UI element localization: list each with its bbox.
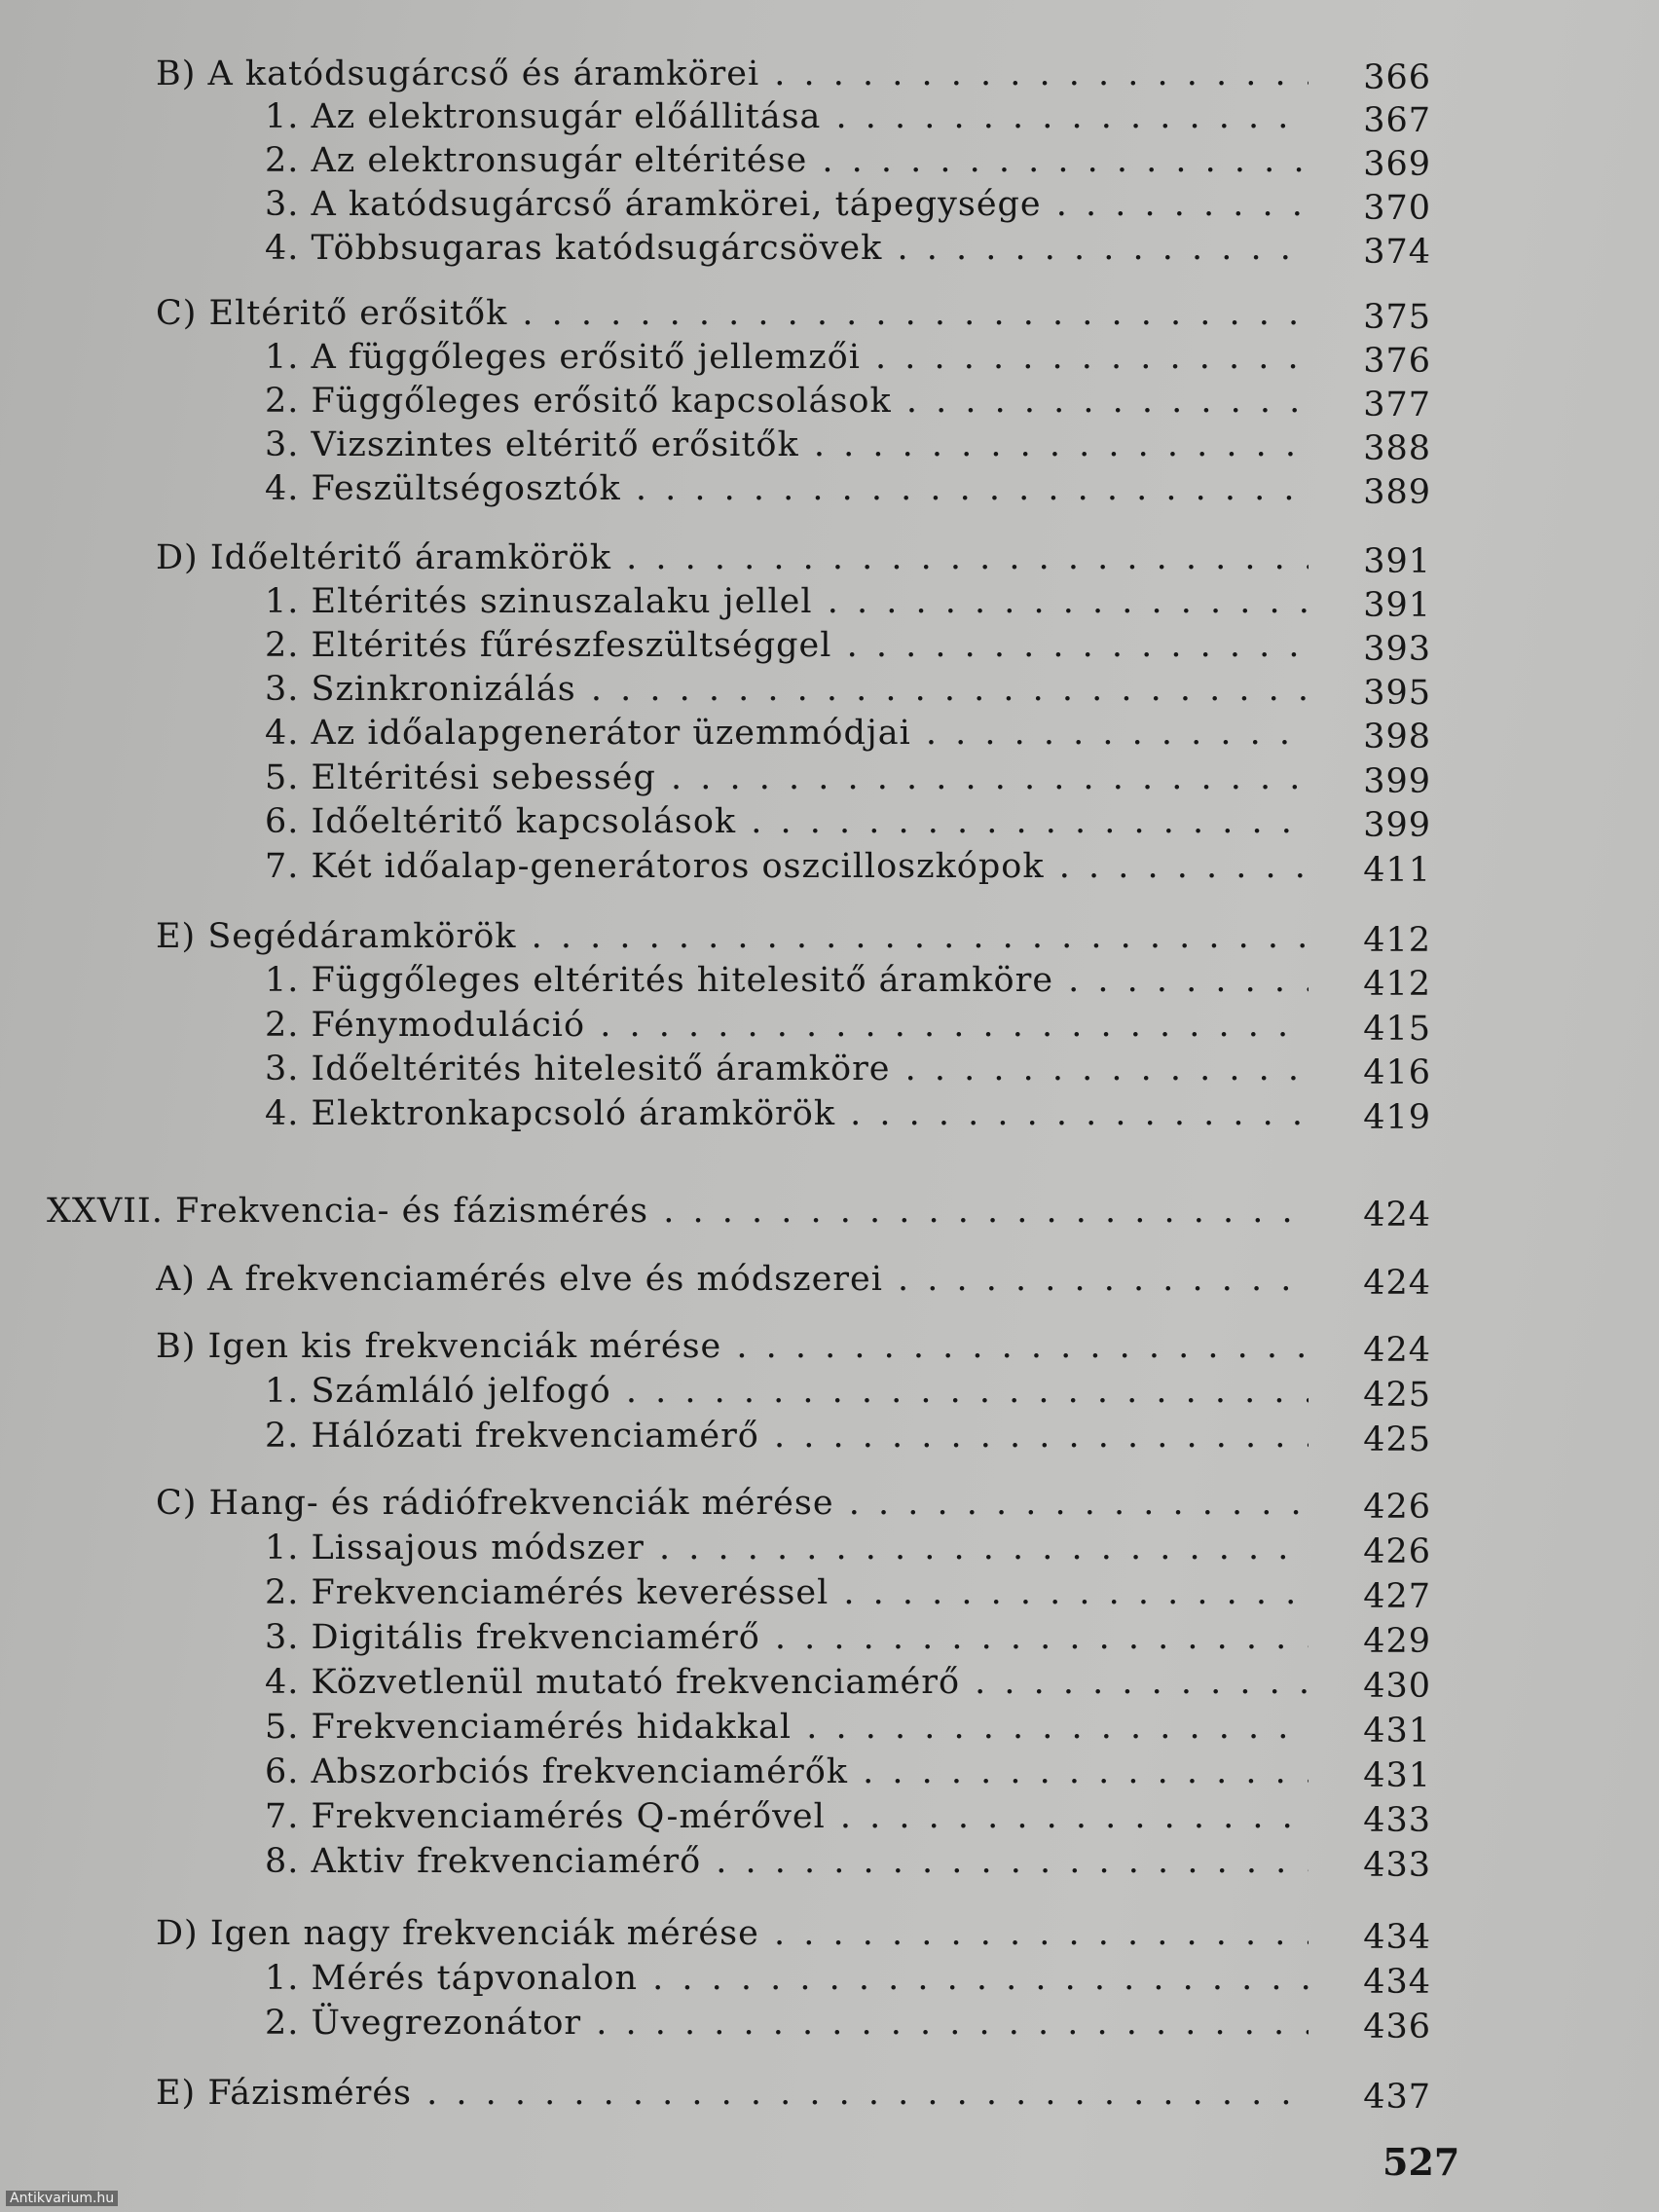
toc-entry-page: 429 — [1363, 1622, 1431, 1661]
toc-entry-page: 431 — [1363, 1756, 1431, 1795]
toc-entry-page: 437 — [1363, 2078, 1431, 2117]
toc-entry-title: D) Időeltéritő áramkörök . . . — [156, 536, 1309, 579]
toc-chapter-xxvii — [0, 1190, 1659, 1233]
toc-entry-page: 412 — [1363, 965, 1431, 1004]
toc-item — [0, 580, 1659, 623]
toc-entry-title: 2. Hálózati frekvenciamérő . . . — [265, 1415, 1309, 1457]
toc-entry-title: 2. Frekvenciamérés keveréssel . . . — [265, 1571, 1309, 1614]
toc-entry-page: 434 — [1363, 1918, 1431, 1957]
toc-entry-page: 416 — [1363, 1053, 1431, 1092]
toc-item — [0, 712, 1659, 755]
toc-section-e-fazismeres — [0, 2072, 1659, 2115]
toc-entry-page: 398 — [1363, 718, 1431, 756]
toc-item — [0, 424, 1659, 466]
toc-entry-title: 2. Az elektronsugár eltéritése . . . — [265, 139, 1309, 182]
toc-entry-title: 2. Eltérités fűrészfeszültséggel . . . — [265, 624, 1309, 667]
toc-entry-title: 4. Közvetlenül mutató frekvenciamérő . . . — [265, 1661, 1309, 1704]
toc-item — [0, 1751, 1659, 1793]
toc-entry-page: 436 — [1363, 2008, 1431, 2046]
toc-entry-title: B) Igen kis frekvenciák mérése . . . — [156, 1325, 1309, 1368]
toc-item — [0, 1840, 1659, 1883]
toc-entry-title: 3. A katódsugárcső áramkörei, tápegysége . . . — [265, 183, 1309, 226]
toc-entry-title: 2. Fénymoduláció . . . — [265, 1004, 1309, 1047]
toc-item — [0, 756, 1659, 799]
toc-item — [0, 336, 1659, 379]
toc-item — [0, 1571, 1659, 1614]
toc-item — [0, 1661, 1659, 1704]
toc-entry-page: 425 — [1363, 1376, 1431, 1415]
toc-item — [0, 1795, 1659, 1838]
toc-entry-page: 419 — [1363, 1098, 1431, 1137]
toc-item — [0, 1957, 1659, 2000]
toc-entry-page: 374 — [1363, 233, 1431, 272]
toc-entry-title: 3. Digitális frekvenciamérő . . . — [265, 1616, 1309, 1659]
toc-entry-title: 1. A függőleges erősitő jellemzői . . . — [265, 336, 1309, 379]
toc-entry-title: 1. Eltérités szinuszalaku jellel . . . — [265, 580, 1309, 623]
toc-entry-title: E) Fázismérés . . . — [156, 2072, 1309, 2115]
toc-entry-page: 367 — [1363, 101, 1431, 140]
toc-entry-title: 2. Függőleges erősitő kapcsolások . . . — [265, 380, 1309, 423]
toc-entry-page: 375 — [1363, 298, 1431, 337]
toc-entry-page: 411 — [1363, 851, 1431, 890]
toc-item — [0, 959, 1659, 1002]
toc-item — [0, 668, 1659, 711]
toc-item — [0, 2002, 1659, 2045]
toc-entry-page: 366 — [1363, 58, 1431, 97]
toc-entry-title: 6. Időeltéritő kapcsolások . . . — [265, 800, 1309, 843]
toc-entry-page: 389 — [1363, 473, 1431, 512]
toc-item — [0, 1527, 1659, 1569]
toc-entry-page: 430 — [1363, 1667, 1431, 1706]
toc-entry-page: 426 — [1363, 1488, 1431, 1527]
toc-entry-title: D) Igen nagy frekvenciák mérése . . . — [156, 1912, 1309, 1955]
toc-section-c-hang-radio — [0, 1482, 1659, 1525]
toc-entry-title: 2. Üvegrezonátor . . . — [265, 2002, 1309, 2045]
toc-item — [0, 1706, 1659, 1749]
toc-section-e-segedaramkorok — [0, 915, 1659, 958]
toc-item — [0, 624, 1659, 667]
toc-entry-title: B) A katódsugárcső és áramkörei . . . — [156, 53, 1309, 95]
toc-entry-title: XXVII. Frekvencia- és fázismérés . . . — [47, 1190, 1309, 1233]
toc-entry-title: 4. Elektronkapcsoló áramkörök . . . — [265, 1092, 1309, 1135]
toc-entry-title: 3. Vizszintes eltéritő erősitők . . . — [265, 424, 1309, 466]
toc-entry-title: 3. Szinkronizálás . . . — [265, 668, 1309, 711]
toc-entry-title: 5. Frekvenciamérés hidakkal . . . — [265, 1706, 1309, 1749]
toc-entry-page: 391 — [1363, 542, 1431, 581]
toc-item — [0, 1616, 1659, 1659]
toc-entry-page: 370 — [1363, 189, 1431, 228]
toc-entry-title: 6. Abszorbciós frekvenciamérők . . . — [265, 1751, 1309, 1793]
watermark: Antikvarium.hu — [6, 2191, 118, 2206]
toc-section-c-elterito-erositok — [0, 292, 1659, 335]
toc-entry-title: A) A frekvenciamérés elve és módszerei . . . — [156, 1258, 1309, 1301]
toc-item — [0, 227, 1659, 270]
toc-entry-title: 4. Az időalapgenerátor üzemmódjai . . . — [265, 712, 1309, 755]
toc-entry-page: 425 — [1363, 1420, 1431, 1459]
toc-item — [0, 380, 1659, 423]
toc-entry-page: 412 — [1363, 921, 1431, 960]
toc-entry-page: 388 — [1363, 429, 1431, 468]
toc-entry-page: 369 — [1363, 145, 1431, 184]
toc-item — [0, 467, 1659, 510]
page-number: 527 — [1382, 2140, 1460, 2184]
toc-item — [0, 1004, 1659, 1047]
toc-section-b-katodsugarcso — [0, 53, 1659, 95]
toc-entry-page: 424 — [1363, 1196, 1431, 1235]
toc-entry-title: 4. Többsugaras katódsugárcsövek . . . — [265, 227, 1309, 270]
toc-entry-page: 424 — [1363, 1331, 1431, 1370]
toc-item — [0, 183, 1659, 226]
toc-entry-page: 399 — [1363, 762, 1431, 801]
toc-entry-title: 8. Aktiv frekvenciamérő . . . — [265, 1840, 1309, 1883]
toc-entry-page: 434 — [1363, 1963, 1431, 2002]
toc-entry-page: 393 — [1363, 630, 1431, 669]
toc-item — [0, 845, 1659, 888]
toc-item — [0, 95, 1659, 138]
toc-section-d-idoelterito — [0, 536, 1659, 579]
toc-entry-title: 1. Az elektronsugár előállitása . . . — [265, 95, 1309, 138]
toc-item — [0, 800, 1659, 843]
toc-entry-title: 4. Feszültségosztók . . . — [265, 467, 1309, 510]
toc-entry-page: 395 — [1363, 674, 1431, 713]
toc-entry-title: C) Eltéritő erősitők . . . — [156, 292, 1309, 335]
toc-entry-page: 424 — [1363, 1264, 1431, 1303]
toc-item — [0, 1048, 1659, 1090]
toc-entry-page: 377 — [1363, 386, 1431, 424]
toc-entry-title: 3. Időeltérités hitelesitő áramköre . . . — [265, 1048, 1309, 1090]
toc-item — [0, 139, 1659, 182]
toc-entry-page: 433 — [1363, 1801, 1431, 1840]
toc-entry-page: 431 — [1363, 1712, 1431, 1751]
toc-entry-page: 426 — [1363, 1532, 1431, 1571]
toc-entry-title: 1. Számláló jelfogó . . . — [265, 1370, 1309, 1413]
toc-section-b-kis-frekvenciak — [0, 1325, 1659, 1368]
toc-item — [0, 1370, 1659, 1413]
toc-entry-page: 391 — [1363, 586, 1431, 625]
toc-entry-title: 1. Lissajous módszer . . . — [265, 1527, 1309, 1569]
toc-entry-title: 7. Két időalap-generátoros oszcilloszkópok . . . — [265, 845, 1309, 888]
toc-entry-title: 1. Függőleges eltérités hitelesitő áramköre . . . — [265, 959, 1309, 1002]
toc-section-a-frekvenciameres — [0, 1258, 1659, 1301]
toc-item — [0, 1415, 1659, 1457]
toc-entry-page: 433 — [1363, 1846, 1431, 1885]
toc-entry-page: 399 — [1363, 806, 1431, 845]
toc-item — [0, 1092, 1659, 1135]
toc-entry-title: 5. Eltéritési sebesség . . . — [265, 756, 1309, 799]
toc-section-d-nagy-frekvenciak — [0, 1912, 1659, 1955]
toc-entry-title: E) Segédáramkörök . . . — [156, 915, 1309, 958]
toc-entry-page: 427 — [1363, 1577, 1431, 1616]
toc-entry-page: 376 — [1363, 342, 1431, 381]
toc-entry-title: 1. Mérés tápvonalon . . . — [265, 1957, 1309, 2000]
toc-entry-title: C) Hang- és rádiófrekvenciák mérése . . . — [156, 1482, 1309, 1525]
toc-entry-page: 415 — [1363, 1010, 1431, 1049]
toc-entry-title: 7. Frekvenciamérés Q-mérővel . . . — [265, 1795, 1309, 1838]
